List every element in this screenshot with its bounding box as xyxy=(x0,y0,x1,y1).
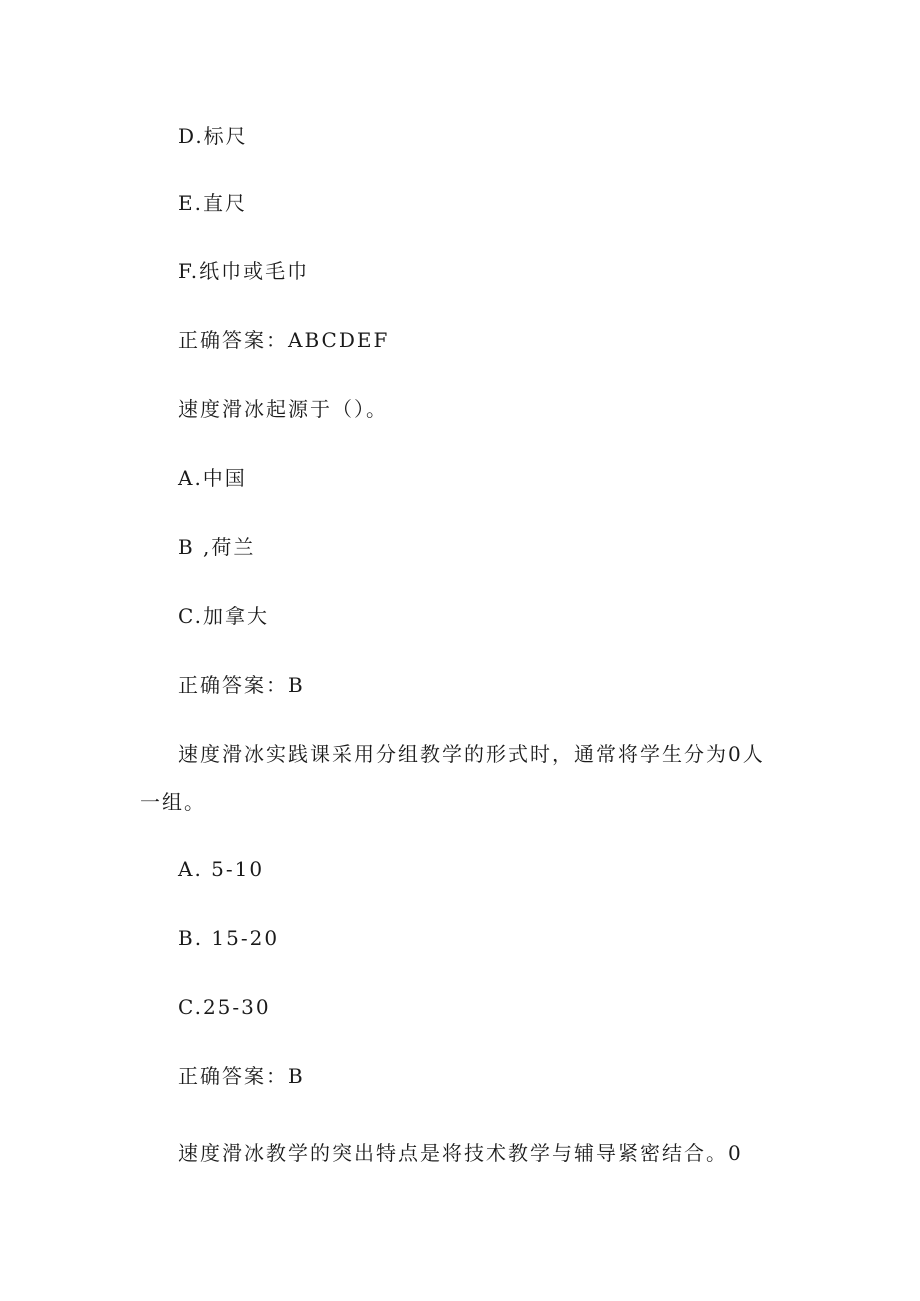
q1-answer: 正确答案：ABCDEF xyxy=(178,328,390,352)
q2-question: 速度滑冰起源于（）。 xyxy=(178,397,388,421)
q3-answer: 正确答案：B xyxy=(178,1064,305,1088)
q2-option-c: C.加拿大 xyxy=(178,604,269,628)
q3-question-line2: 一组。 xyxy=(140,790,206,814)
q3-option-a: A. 5-10 xyxy=(178,857,265,881)
q3-option-b: B. 15-20 xyxy=(178,926,280,950)
q3-option-c: C.25-30 xyxy=(178,995,271,1019)
q1-option-e: E.直尺 xyxy=(178,191,247,215)
q3-question-line1: 速度滑冰实践课采用分组教学的形式时，通常将学生分为0人 xyxy=(178,742,765,766)
q4-question: 速度滑冰教学的突出特点是将技术教学与辅导紧密结合。0 xyxy=(178,1141,743,1165)
q2-option-a: A.中国 xyxy=(178,466,247,490)
q2-answer: 正确答案：B xyxy=(178,673,305,697)
q1-option-d: D.标尺 xyxy=(178,124,248,148)
q1-option-f: F.纸巾或毛巾 xyxy=(178,259,310,283)
q2-option-b: B ,荷兰 xyxy=(178,535,256,559)
